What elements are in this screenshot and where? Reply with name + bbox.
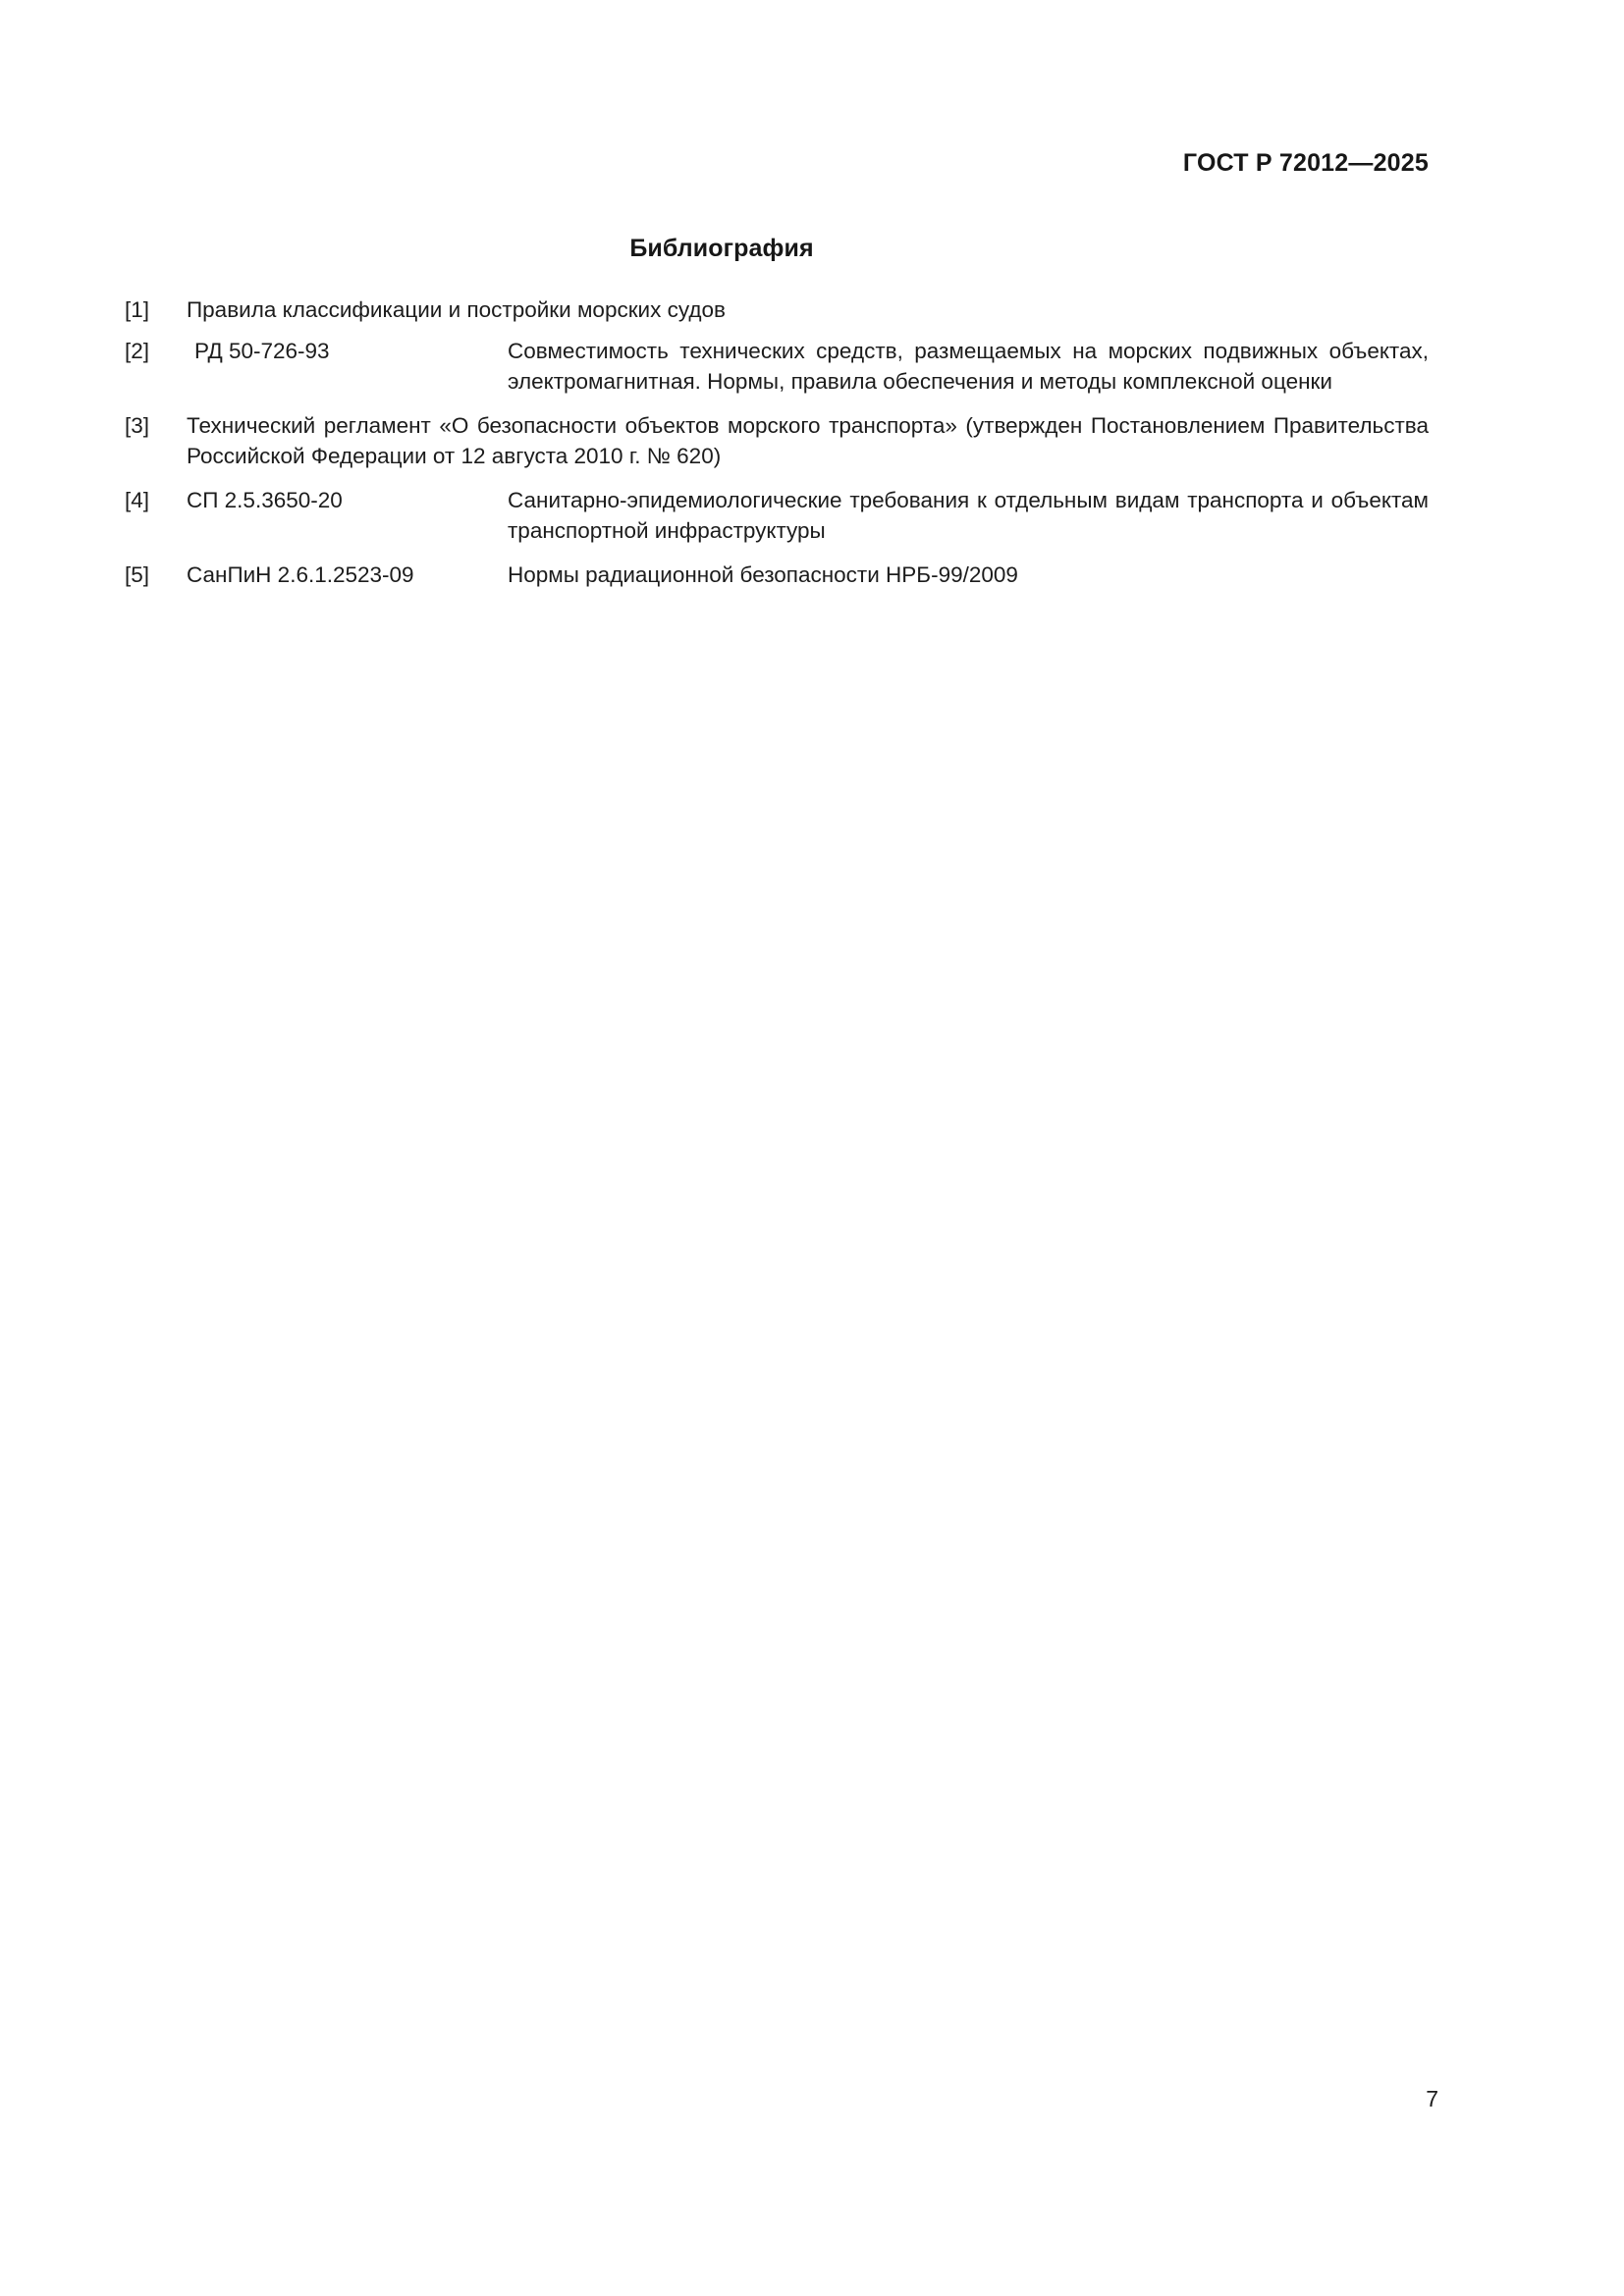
entry-reference-code: РД 50-726-93 <box>194 339 330 363</box>
page-number: 7 <box>1426 2086 1438 2111</box>
entry-marker: [3] <box>125 413 150 438</box>
running-header-standard-number: ГОСТ Р 72012—2025 <box>1182 149 1429 177</box>
entry-body <box>125 336 1429 397</box>
bibliography-entry <box>125 485 1429 546</box>
bibliography-list <box>125 294 1429 604</box>
entry-body <box>125 485 1429 546</box>
bibliography-entry <box>125 336 1429 397</box>
section-title-bibliography: Библиография <box>629 234 814 262</box>
entry-body <box>125 560 1429 590</box>
bibliography-entry <box>125 410 1429 471</box>
entry-text: Нормы радиационной безопасности НРБ-99/2009 <box>508 562 1018 587</box>
entry-text: Совместимость технических средств, размещаемых на морских подвижных объектах, электромагнитная. Нормы, правила обеспечения и методы комплексной оценки <box>508 339 1429 394</box>
entry-marker: [1] <box>125 297 150 322</box>
bibliography-entry <box>125 294 1429 325</box>
entry-marker: [2] <box>125 339 150 363</box>
entry-text: Санитарно-эпидемиологические требования к отдельным видам транспорта и объектам транспортной инфраструктуры <box>508 488 1429 543</box>
entry-text: Технический регламент «О безопасности объектов морского транспорта» (утвержден Постановлением Правительства Российской Федерации от 12 августа 2010 г. № 620) <box>187 413 1429 468</box>
entry-reference-code: СанПиН 2.6.1.2523-09 <box>187 562 414 587</box>
entry-text: Правила классификации и постройки морских судов <box>187 297 726 322</box>
bibliography-entry <box>125 560 1429 590</box>
entry-reference-code: СП 2.5.3650-20 <box>187 488 343 512</box>
entry-marker: [5] <box>125 562 150 587</box>
entry-marker: [4] <box>125 488 150 512</box>
